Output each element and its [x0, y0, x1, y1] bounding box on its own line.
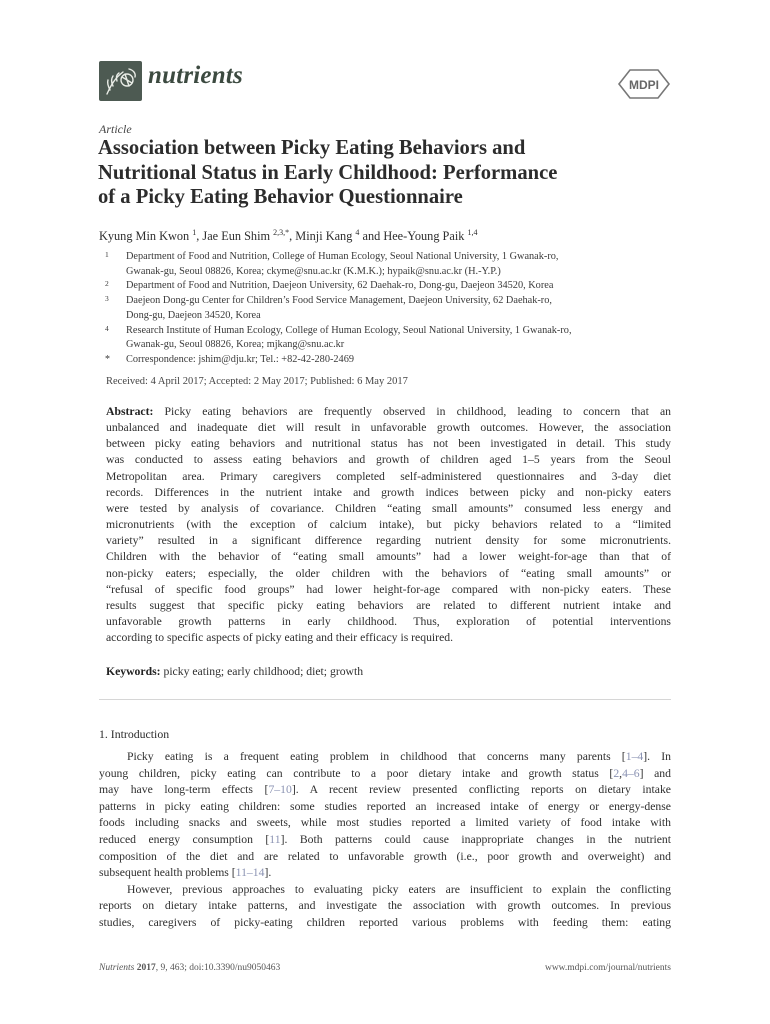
publication-dates: Received: 4 April 2017; Accepted: 2 May 2017; Published: 6 May 2017	[106, 376, 408, 387]
affiliation-item	[99, 250, 679, 279]
body-text-run: foods including snacks and sweets, while most studies reported a limited variety of food intake with	[99, 816, 671, 830]
journal-logo-icon	[99, 61, 142, 101]
body-line	[99, 766, 671, 783]
body-text-run: subsequent health problems [	[99, 866, 236, 880]
abstract-line: non-picky eaters; especially, the older children with the behaviors of “eating small amounts” or	[106, 566, 671, 580]
body-line	[99, 898, 671, 915]
abstract	[106, 404, 671, 646]
mdpi-logo-icon	[617, 66, 671, 102]
abstract-line: results suggest that specific picky eating behaviors are related to different nutrient intake and	[106, 598, 671, 612]
body-line	[99, 882, 671, 899]
affiliation-item	[99, 294, 679, 323]
correspondence-line: Correspondence: jshim@dju.kr; Tel.: +82-42-280-2469	[126, 353, 355, 365]
abstract-line: was conducted to assess eating behaviors and growth of children aged 1–5 years from the Seoul	[106, 453, 671, 467]
body-text-run: studies, caregivers of picky-eating children reported various problems with feeding them: eating	[99, 915, 671, 929]
abstract-line: variety” resulted in a significant difference regarding nutrient density for some micronutrients.	[106, 534, 671, 548]
affiliation-line: Research Institute of Human Ecology, College of Human Ecology, Seoul National University, 1 Gwanak-ro,	[126, 324, 572, 336]
body-text-run: reports on dietary intake patterns, and investigate the association with growth outcomes. In previous	[99, 899, 671, 913]
abstract-line: Metropolitan area. Primary caregivers completed self-administered questionnaires and 3-day diet	[106, 469, 671, 483]
abstract-line: according to specific aspects of picky eating and their efficacy is required.	[106, 631, 454, 645]
body-text-run: ] and	[639, 766, 671, 780]
body-text-run: may have long-term effects [	[99, 783, 269, 797]
body-line	[99, 915, 671, 932]
affiliation-line: Dong-gu, Daejeon 34520, Korea	[126, 309, 261, 321]
abstract-line: unfavorable growth patterns in early childhood. Thus, exploration of potential interventions	[106, 615, 671, 629]
author-affiliation-mark: 4	[355, 228, 360, 237]
publisher-name: MDPI	[629, 78, 659, 92]
affiliation-line: Gwanak-gu, Seoul 08826, Korea; ckyme@snu.ac.kr (K.M.K.); hypaik@snu.ac.kr (H.-Y.P.)	[126, 265, 501, 277]
abstract-line	[106, 404, 671, 420]
abstract-line: between picky eating behaviors and nutritional status has not been investigated in detail. This study	[106, 437, 671, 451]
article-type: Article	[99, 122, 132, 136]
section-heading: 1. Introduction	[99, 727, 170, 741]
journal-url: www.mdpi.com/journal/nutrients	[544, 963, 671, 973]
keywords-text: picky eating; early childhood; diet; growth	[160, 665, 364, 678]
citation-link[interactable]: 2	[613, 766, 620, 780]
footer-journal: Nutrients	[99, 963, 135, 973]
abstract-line: were tested by analysis of covariance. Children “eating small amounts” consumed less energy and	[106, 501, 671, 515]
section-divider	[99, 699, 671, 700]
body-line	[99, 749, 671, 766]
citation-link[interactable]: 11–14	[235, 866, 265, 880]
author-name: Minji Kang	[295, 229, 353, 243]
affiliation-line: Gwanak-gu, Seoul 08826, Korea; mjkang@snu.ac.kr	[126, 339, 345, 351]
author-list	[99, 228, 477, 244]
paper-title	[98, 136, 678, 210]
citation-link[interactable]: 1–4	[625, 750, 644, 763]
title-line: of a Picky Eating Behavior Questionnaire	[98, 186, 463, 208]
author-separator: and	[359, 229, 384, 243]
correspondence-item	[99, 353, 679, 368]
abstract-line: records. Differences in the nutrient intake and growth indices between picky and non-picky eaters	[106, 485, 671, 499]
author-affiliation-mark: 1,4	[467, 228, 478, 237]
body-text-run: ]. In	[643, 750, 671, 763]
body-line	[99, 782, 671, 799]
author-name: Hee-Young Paik	[383, 229, 465, 243]
footer-citation: , 9, 463; doi:10.3390/nu9050463	[155, 963, 281, 973]
affiliation-line: Department of Food and Nutrition, Daejeon University, 62 Daehak-ro, Dong-gu, Daejeon 34520, Korea	[126, 280, 554, 292]
abstract-text: Picky eating behaviors are frequently observed in childhood, leading to concern that an	[153, 405, 671, 418]
body-line	[99, 815, 671, 832]
footer-year: 2017	[136, 963, 156, 973]
affiliation-number: 1	[105, 250, 109, 259]
affiliation-list	[99, 250, 679, 368]
affiliation-item	[99, 279, 679, 294]
body-text-run: young children, picky eating can contribute to a poor dietary intake and growth status [	[99, 766, 614, 780]
body-text-run: Picky eating is a frequent eating problem in childhood that concerns many parents [	[127, 750, 626, 763]
body-text-run: ]. Both patterns could cause inappropriate changes in the nutrient	[280, 832, 671, 846]
abstract-line: micronutrients (with the exception of calcium intake), but picky behaviors related to a “limited	[106, 518, 671, 532]
introduction-body	[99, 749, 671, 932]
author-separator: ,	[196, 229, 203, 243]
abstract-line: unbalanced and inadequate diet will result in unfavorable growth outcomes. However, the association	[106, 421, 671, 435]
body-text-run: reduced energy consumption [	[99, 832, 270, 846]
affiliation-number: 2	[105, 279, 109, 289]
keywords	[106, 665, 363, 678]
citation-link[interactable]: 7–10	[268, 783, 292, 797]
affiliation-line: Daejeon Dong-gu Center for Children’s Food Service Management, Daejeon University, 62 Daehak-ro,	[126, 295, 552, 307]
author-affiliation-mark: 2,3,*	[273, 228, 290, 237]
correspondence-mark: *	[105, 353, 110, 365]
abstract-label: Abstract:	[106, 405, 154, 418]
title-line: Nutritional Status in Early Childhood: Performance	[98, 161, 558, 184]
body-text-run: However, previous approaches to evaluating picky eaters are insufficient to explain the conflicting	[127, 882, 671, 896]
author-name: Jae Eun Shim	[202, 229, 271, 243]
affiliation-line: Department of Food and Nutrition, College of Human Ecology, Seoul National University, 1 Gwanak-ro,	[126, 251, 559, 262]
abstract-line: “refusal of specific food groups” had lower height-for-age compared with non-picky eaters. These	[106, 582, 671, 596]
affiliation-number: 3	[105, 294, 109, 304]
title-line: Association between Picky Eating Behaviors and	[98, 137, 526, 159]
author-name: Kyung Min Kwon	[99, 229, 190, 243]
body-line	[99, 832, 671, 849]
author-affiliation-mark: 1	[192, 228, 197, 237]
citation-link[interactable]: 11	[269, 832, 281, 846]
body-text-run: ]. A recent review presented conflicting reports on dietary intake	[291, 783, 671, 797]
body-line	[99, 849, 671, 866]
body-text-run: ].	[264, 866, 272, 880]
body-text-run: patterns in picky eating children: some studies reported an increased intake of energy or energy-dense	[99, 799, 671, 813]
citation-link[interactable]: 4–6	[622, 766, 640, 780]
journal-name: nutrients	[148, 62, 243, 89]
body-text-run: composition of the diet and are related to unfavorable growth (i.e., poor growth and overweight) and	[99, 849, 671, 863]
affiliation-item	[99, 324, 679, 353]
keywords-label: Keywords:	[106, 665, 161, 678]
body-line	[99, 865, 671, 882]
affiliation-number: 4	[105, 323, 109, 333]
abstract-line: Children with the behavior of “eating small amounts” had a lower weight-for-age than that of	[106, 550, 671, 564]
citation-footer	[99, 963, 280, 973]
author-separator: ,	[289, 229, 296, 243]
body-line	[99, 799, 671, 816]
body-text-run: ,	[619, 766, 623, 780]
